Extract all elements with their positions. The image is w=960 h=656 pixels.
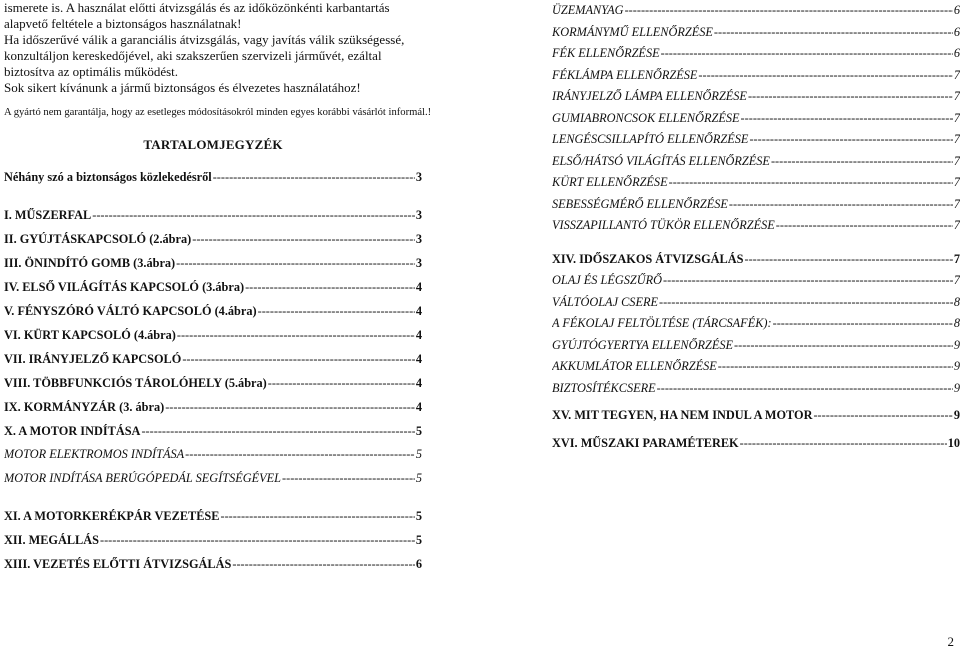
leader-dots	[192, 227, 415, 251]
toc-entry-label: IV. ELSŐ VILÁGÍTÁS KAPCSOLÓ (3.ábra)	[4, 280, 245, 294]
toc-entry[interactable]	[552, 249, 960, 271]
toc-entry-label: VÁLTÓOLAJ CSERE	[552, 294, 658, 309]
toc-entry-page: 4	[415, 352, 422, 366]
toc-entry-page: 3	[415, 256, 422, 270]
toc-entry-label: VII. IRÁNYJELZŐ KAPCSOLÓ	[4, 352, 182, 366]
page-number: 2	[947, 634, 954, 649]
toc-entry-label: KÜRT ELLENŐRZÉSE	[552, 175, 668, 189]
toc-entry-label: X. A MOTOR INDÍTÁSA	[4, 424, 141, 438]
leader-dots	[258, 299, 415, 323]
toc-entry-label: SEBESSÉGMÉRŐ ELLENŐRZÉSE	[552, 196, 728, 211]
toc-entry-label: KORMÁNYMŰ ELLENŐRZÉSE	[552, 24, 713, 39]
intro-line: Sok sikert kívánunk a jármű biztonságos és élvezetes használatához!	[4, 80, 361, 95]
toc-subentry[interactable]	[552, 0, 960, 22]
toc-entry-page: 4	[415, 328, 422, 342]
toc-entry[interactable]	[4, 323, 422, 347]
leader-dots	[141, 419, 414, 443]
toc-entry-page: 9	[953, 337, 960, 352]
leader-dots	[661, 43, 953, 65]
leader-dots	[718, 356, 953, 378]
toc-entry[interactable]	[4, 275, 422, 299]
toc-subentry[interactable]	[552, 270, 960, 292]
toc-entry-page: 9	[953, 380, 960, 395]
toc-subentry[interactable]	[552, 129, 960, 151]
leader-dots	[741, 108, 953, 130]
leader-dots	[773, 313, 953, 335]
toc-entry-page: 3	[415, 232, 422, 246]
leader-dots	[749, 129, 952, 151]
left-column	[4, 0, 432, 576]
leader-dots	[182, 347, 415, 371]
leader-dots	[771, 151, 953, 173]
toc-entry-page: 4	[415, 280, 422, 294]
toc-entry-page: 5	[415, 447, 422, 461]
toc-entry-label: III. ÖNINDÍTÓ GOMB (3.ábra)	[4, 256, 176, 270]
toc-entry-label: IRÁNYJELZŐ LÁMPA ELLENŐRZÉSE	[552, 89, 747, 103]
toc-subentry[interactable]	[552, 108, 960, 130]
toc-entry[interactable]	[4, 504, 422, 528]
leader-dots	[657, 378, 953, 400]
toc-subentry[interactable]	[552, 335, 960, 357]
leader-dots	[165, 395, 415, 419]
toc-entry[interactable]	[552, 433, 960, 455]
toc-subentry[interactable]	[552, 22, 960, 44]
toc-entry-page: 7	[953, 251, 960, 266]
toc-entry[interactable]	[552, 405, 960, 427]
leader-dots	[268, 371, 415, 395]
toc-subentry[interactable]	[4, 467, 422, 491]
toc-title: TARTALOMJEGYZÉK	[143, 137, 283, 152]
toc-entry-page: 5	[415, 509, 422, 523]
toc-entry-label: IX. KORMÁNYZÁR (3. ábra)	[4, 400, 165, 414]
toc-entry[interactable]	[4, 528, 422, 552]
toc-entry-label: XV. MIT TEGYEN, HA NEM INDUL A MOTOR	[552, 408, 813, 422]
leader-dots	[625, 0, 953, 22]
toc-entry-label: XIII. VEZETÉS ELŐTTI ÁTVIZSGÁLÁS	[4, 557, 232, 571]
toc-entry-page: 10	[947, 435, 960, 450]
toc-entry-label: GYÚJTÓGYERTYA ELLENŐRZÉSE	[552, 337, 734, 352]
leader-dots	[282, 467, 415, 491]
leader-dots	[740, 433, 947, 455]
leader-dots	[744, 249, 952, 271]
toc-entry-page: 7	[953, 273, 960, 287]
toc-entry-page: 7	[953, 89, 960, 103]
toc-entry-label: XII. MEGÁLLÁS	[4, 533, 99, 547]
leader-dots	[100, 528, 415, 552]
toc-subentry[interactable]	[552, 65, 960, 87]
leader-dots	[813, 405, 952, 427]
toc-entry-page: 8	[953, 294, 960, 309]
leader-dots	[659, 292, 953, 314]
intro-line: biztosítva az optimális működést.	[4, 64, 179, 79]
leader-dots	[669, 172, 953, 194]
toc-entry-page: 9	[953, 359, 960, 373]
toc-entry-label: A FÉKOLAJ FELTÖLTÉSE (TÁRCSAFÉK):	[552, 316, 772, 330]
toc-entry[interactable]	[4, 165, 422, 189]
toc-entry-label: V. FÉNYSZÓRÓ VÁLTÓ KAPCSOLÓ (4.ábra)	[4, 304, 257, 318]
leader-dots	[185, 443, 415, 467]
toc-entry-label: XVI. MŰSZAKI PARAMÉTEREK	[552, 435, 739, 450]
toc-entry-page: 7	[953, 110, 960, 125]
toc-entry-label: II. GYÚJTÁSKAPCSOLÓ (2.ábra)	[4, 232, 192, 246]
toc-entry-label: Néhány szó a biztonságos közlekedésről	[4, 170, 212, 184]
toc-entry-label: XI. A MOTORKERÉKPÁR VEZETÉSE	[4, 509, 220, 523]
toc-entry-page: 5	[415, 470, 422, 485]
intro-line: alapvető feltétele a biztonságos használatnak!	[4, 16, 242, 31]
toc-entry-page: 6	[953, 3, 960, 17]
toc-entry-page: 4	[415, 400, 422, 414]
toc-subentry[interactable]	[552, 86, 960, 108]
leader-dots	[232, 552, 414, 576]
leader-dots	[776, 215, 953, 237]
toc-entry-page: 7	[953, 153, 960, 168]
toc-entry-label: MOTOR INDÍTÁSA BERÚGÓPEDÁL SEGÍTSÉGÉVEL	[4, 470, 282, 485]
leader-dots	[698, 65, 952, 87]
toc-entry-label: AKKUMLÁTOR ELLENŐRZÉSE	[552, 359, 717, 373]
toc-entry[interactable]	[4, 347, 422, 371]
toc-entry[interactable]	[4, 227, 422, 251]
toc-entry-label: BIZTOSÍTÉKCSERE	[552, 380, 656, 395]
toc-entry[interactable]	[4, 419, 422, 443]
toc-subentry[interactable]	[4, 443, 422, 467]
leader-dots	[734, 335, 953, 357]
toc-subentry[interactable]	[552, 151, 960, 173]
toc-entry-page: 3	[415, 170, 422, 184]
leader-dots	[213, 165, 415, 189]
toc-entry[interactable]	[4, 395, 422, 419]
toc-entry-label: FÉKLÁMPA ELLENŐRZÉSE	[552, 67, 698, 82]
toc-subentry[interactable]	[552, 313, 960, 335]
toc-entry-label: LENGÉSCSILLAPÍTÓ ELLENŐRZÉSE	[552, 132, 749, 146]
leader-dots	[245, 275, 415, 299]
toc-entry[interactable]	[4, 251, 422, 275]
toc-entry-page: 5	[415, 424, 422, 438]
intro-line: konzultáljon kereskedőjével, aki szakszerűen szervizeli járművét, ezáltal	[4, 48, 382, 63]
toc-entry-label: XIV. IDŐSZAKOS ÁTVIZSGÁLÁS	[552, 251, 744, 266]
intro-line: Ha időszerűvé válik a garanciális átvizsgálás, vagy javítás válik szükségessé,	[4, 32, 405, 47]
toc-entry-page: 8	[953, 316, 960, 330]
intro-line: ismerete is. A használat előtti átvizsgálás és az időközönkénti karbantartás	[4, 0, 390, 15]
toc-entry-page: 6	[953, 46, 960, 60]
toc-subentry[interactable]	[552, 172, 960, 194]
toc-entry-label: FÉK ELLENŐRZÉSE	[552, 46, 660, 60]
toc-entry-page: 7	[953, 175, 960, 189]
toc-entry-page: 5	[415, 533, 422, 547]
toc-entry-label: I. MŰSZERFAL	[4, 208, 92, 222]
toc-entry-label: VISSZAPILLANTÓ TÜKÖR ELLENŐRZÉSE	[552, 218, 775, 232]
leader-dots	[714, 22, 953, 44]
leader-dots	[729, 194, 953, 216]
toc-entry-label: VI. KÜRT KAPCSOLÓ (4.ábra)	[4, 328, 176, 342]
toc-entry[interactable]	[4, 299, 422, 323]
toc-entry-page: 9	[953, 408, 960, 422]
toc-entry-label: MOTOR ELEKTROMOS INDÍTÁSA	[4, 447, 185, 461]
toc-entry-page: 6	[415, 557, 422, 571]
toc-entry-page: 7	[953, 196, 960, 211]
toc-subentry[interactable]	[552, 194, 960, 216]
toc-subentry[interactable]	[552, 43, 960, 65]
toc-entry-label: GUMIABRONCSOK ELLENŐRZÉSE	[552, 110, 740, 125]
toc-entry-label: ÜZEMANYAG	[552, 3, 624, 17]
toc-entry[interactable]	[4, 552, 422, 576]
toc-subentry[interactable]	[552, 215, 960, 237]
toc-entry-label: OLAJ ÉS LÉGSZŰRŐ	[552, 273, 662, 287]
disclaimer: A gyártó nem garantálja, hogy az esetleges módosításokról minden egyes korábbi vásárlót informál.!	[4, 107, 432, 118]
toc-entry-page: 7	[953, 218, 960, 232]
leader-dots	[748, 86, 953, 108]
leader-dots	[176, 251, 415, 275]
toc-entry-page: 4	[415, 304, 422, 318]
leader-dots	[177, 323, 415, 347]
toc-entry[interactable]	[4, 203, 422, 227]
leader-dots	[92, 203, 415, 227]
toc-entry[interactable]	[4, 371, 422, 395]
toc-entry-page: 7	[953, 67, 960, 82]
toc-entry-page: 6	[953, 24, 960, 39]
toc-subentry[interactable]	[552, 378, 960, 400]
toc-entry-page: 3	[415, 208, 422, 222]
toc-subentry[interactable]	[552, 356, 960, 378]
toc-entry-page: 4	[415, 376, 422, 390]
toc-entry-label: VIII. TÖBBFUNKCIÓS TÁROLÓHELY (5.ábra)	[4, 376, 267, 390]
toc-entry-page: 7	[953, 132, 960, 146]
right-column	[552, 0, 960, 454]
toc-subentry[interactable]	[552, 292, 960, 314]
toc-entry-label: ELSŐ/HÁTSÓ VILÁGÍTÁS ELLENŐRZÉSE	[552, 153, 770, 168]
leader-dots	[663, 270, 953, 292]
leader-dots	[220, 504, 414, 528]
